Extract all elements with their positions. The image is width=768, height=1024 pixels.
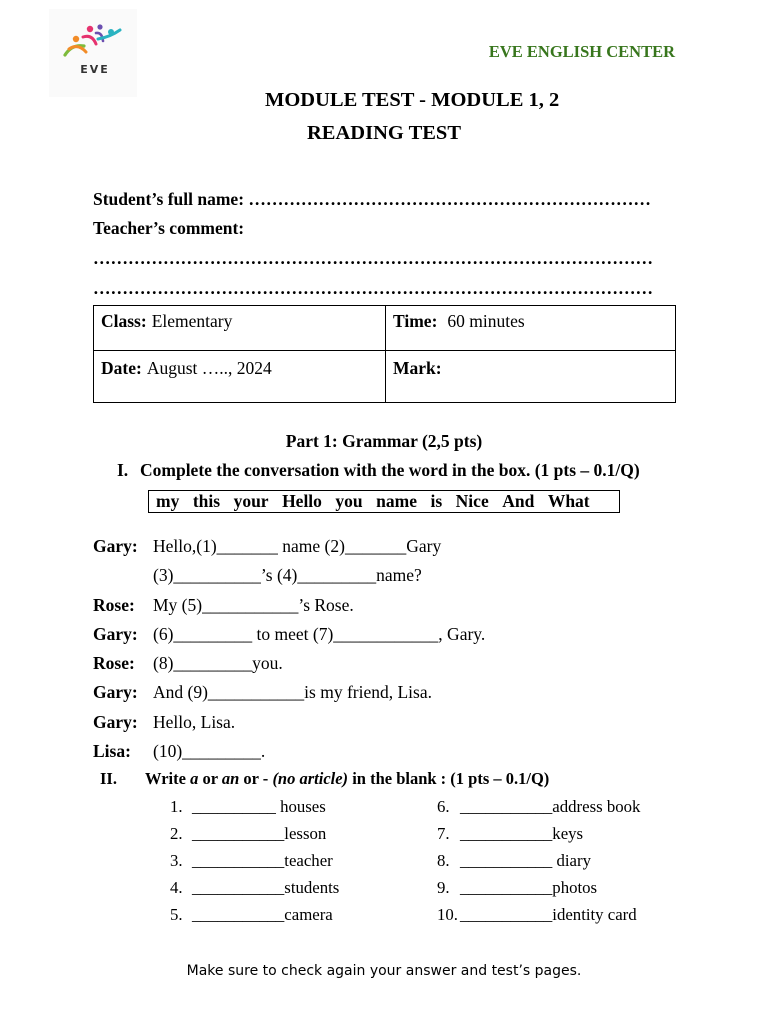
word-box-word: What: [547, 491, 590, 511]
item-text: ___________photos: [460, 878, 598, 897]
item-text: ___________students: [192, 878, 340, 897]
speaker: Gary:: [93, 536, 138, 556]
center-name: EVE ENGLISH CENTER: [488, 42, 675, 61]
section-1-instruction: [117, 459, 640, 481]
section-2-instruction: [100, 769, 549, 789]
list-item: [170, 851, 339, 878]
item-number: 4.: [170, 878, 183, 897]
info-table: [93, 305, 676, 403]
section-1-numeral: I.: [117, 460, 129, 480]
word-box-word: name: [376, 491, 417, 511]
blank-list-right: [437, 797, 640, 932]
instruction-part-italic: an: [221, 769, 240, 788]
speaker: Rose:: [93, 653, 135, 674]
instruction-part: or: [198, 769, 222, 788]
list-item: [437, 905, 640, 932]
figure-head-pink: [87, 26, 93, 32]
dialogue-text: (10)_________.: [153, 741, 266, 762]
word-box-word: my: [156, 491, 180, 511]
dialogue-text: Hello, Lisa.: [153, 711, 236, 732]
eve-logo: [48, 8, 138, 98]
item-text: ___________ diary: [460, 851, 591, 870]
dialogue-text: (8)_________you.: [153, 653, 283, 674]
list-item: [437, 878, 640, 905]
item-text: ___________address book: [460, 797, 641, 816]
item-number: 5.: [170, 905, 183, 924]
item-number: 2.: [170, 824, 183, 843]
student-name-dots: ……………………………………………………………: [248, 189, 651, 209]
word-box-word: And: [502, 491, 535, 511]
dialogue-line: [93, 623, 653, 652]
list-item: [170, 824, 339, 851]
time-cell: [386, 306, 676, 351]
dialogue-text: (3)__________’s (4)_________name?: [153, 565, 422, 586]
item-text: ___________lesson: [192, 824, 327, 843]
item-number: 9.: [437, 878, 450, 897]
list-item: [437, 824, 640, 851]
list-item: [437, 851, 640, 878]
word-box-word: you: [335, 491, 363, 511]
item-number: 8.: [437, 851, 450, 870]
dialogue-line: [93, 740, 653, 769]
instruction-part: Write: [145, 769, 191, 788]
dialogue-line: [93, 681, 653, 710]
item-number: 6.: [437, 797, 450, 816]
item-text: ___________identity card: [460, 905, 637, 924]
speaker: Gary:: [93, 682, 138, 703]
class-cell: [94, 306, 386, 351]
dialogue-text: And (9)___________is my friend, Lisa.: [153, 682, 432, 703]
speaker: Lisa:: [93, 741, 131, 762]
dialogue-line: [93, 594, 653, 623]
mark-cell: [386, 351, 676, 403]
item-text: ___________keys: [460, 824, 584, 843]
word-box-word: Hello: [282, 491, 322, 511]
item-text: ___________teacher: [192, 851, 333, 870]
info-row: [94, 351, 676, 403]
test-title: MODULE TEST - MODULE 1, 2: [265, 89, 560, 111]
dialogue-line: [93, 711, 653, 740]
item-number: 3.: [170, 851, 183, 870]
logo-text: EVE: [80, 63, 110, 76]
list-item: [170, 797, 339, 824]
list-item: [437, 797, 640, 824]
date-value: August ….., 2024: [146, 358, 272, 378]
logo-background: [49, 9, 137, 97]
word-box: [148, 490, 620, 513]
item-text: ___________camera: [192, 905, 333, 924]
word-box-word: this: [192, 491, 221, 511]
speaker: Rose:: [93, 594, 135, 615]
figure-head-purple: [97, 24, 102, 29]
list-item: [170, 878, 339, 905]
blank-list-left: [170, 797, 339, 932]
test-subtitle: READING TEST: [307, 122, 461, 144]
student-name-line: [93, 188, 673, 210]
section-2-numeral: II.: [100, 769, 117, 788]
time-value: 60 minutes: [447, 311, 525, 331]
teacher-comment-label: Teacher’s comment:: [93, 218, 245, 238]
word-box-word: is: [430, 491, 443, 511]
list-item: [170, 905, 339, 932]
comment-dots-line: ……………………………………………………………………………………: [93, 278, 653, 298]
date-cell: [94, 351, 386, 403]
item-number: 10.: [437, 905, 458, 924]
dialogue-text: My (5)___________’s Rose.: [153, 594, 354, 615]
class-label: Class:: [101, 311, 147, 331]
dialogue-line: [93, 535, 653, 564]
section-1-text: Complete the conversation with the word in the box. (1 pts – 0.1/Q): [140, 460, 640, 480]
dialogue-line: [93, 652, 653, 681]
item-text: __________ houses: [192, 797, 326, 816]
info-row: [94, 306, 676, 351]
footer-note: Make sure to check again your answer and test’s pages.: [186, 963, 582, 979]
dialogue: [93, 535, 653, 769]
item-number: 7.: [437, 824, 450, 843]
date-label: Date:: [101, 358, 142, 378]
instruction-part-italic: (no article): [272, 769, 349, 788]
comment-dots-line: ……………………………………………………………………………………: [93, 248, 653, 268]
word-box-word: Nice: [455, 491, 489, 511]
speaker: Gary:: [93, 623, 138, 644]
instruction-part: in the blank : (1 pts – 0.1/Q): [348, 769, 550, 788]
instruction-part: or -: [239, 769, 273, 788]
dialogue-text: Hello,(1)_______ name (2)_______Gary: [153, 536, 442, 556]
student-name-label: Student’s full name:: [93, 189, 245, 209]
part-1-heading: Part 1: Grammar (2,5 pts): [285, 431, 483, 451]
word-box-word: your: [233, 491, 269, 511]
mark-label: Mark:: [393, 358, 442, 378]
item-number: 1.: [170, 797, 183, 816]
figure-head-orange: [73, 36, 79, 42]
time-label: Time:: [393, 311, 438, 331]
dialogue-text: (6)_________ to meet (7)____________, Gary.: [153, 623, 486, 644]
dialogue-line: [93, 564, 653, 593]
speaker: Gary:: [93, 711, 138, 732]
instruction-part-italic: a: [190, 769, 199, 788]
class-value: Elementary: [151, 311, 233, 331]
